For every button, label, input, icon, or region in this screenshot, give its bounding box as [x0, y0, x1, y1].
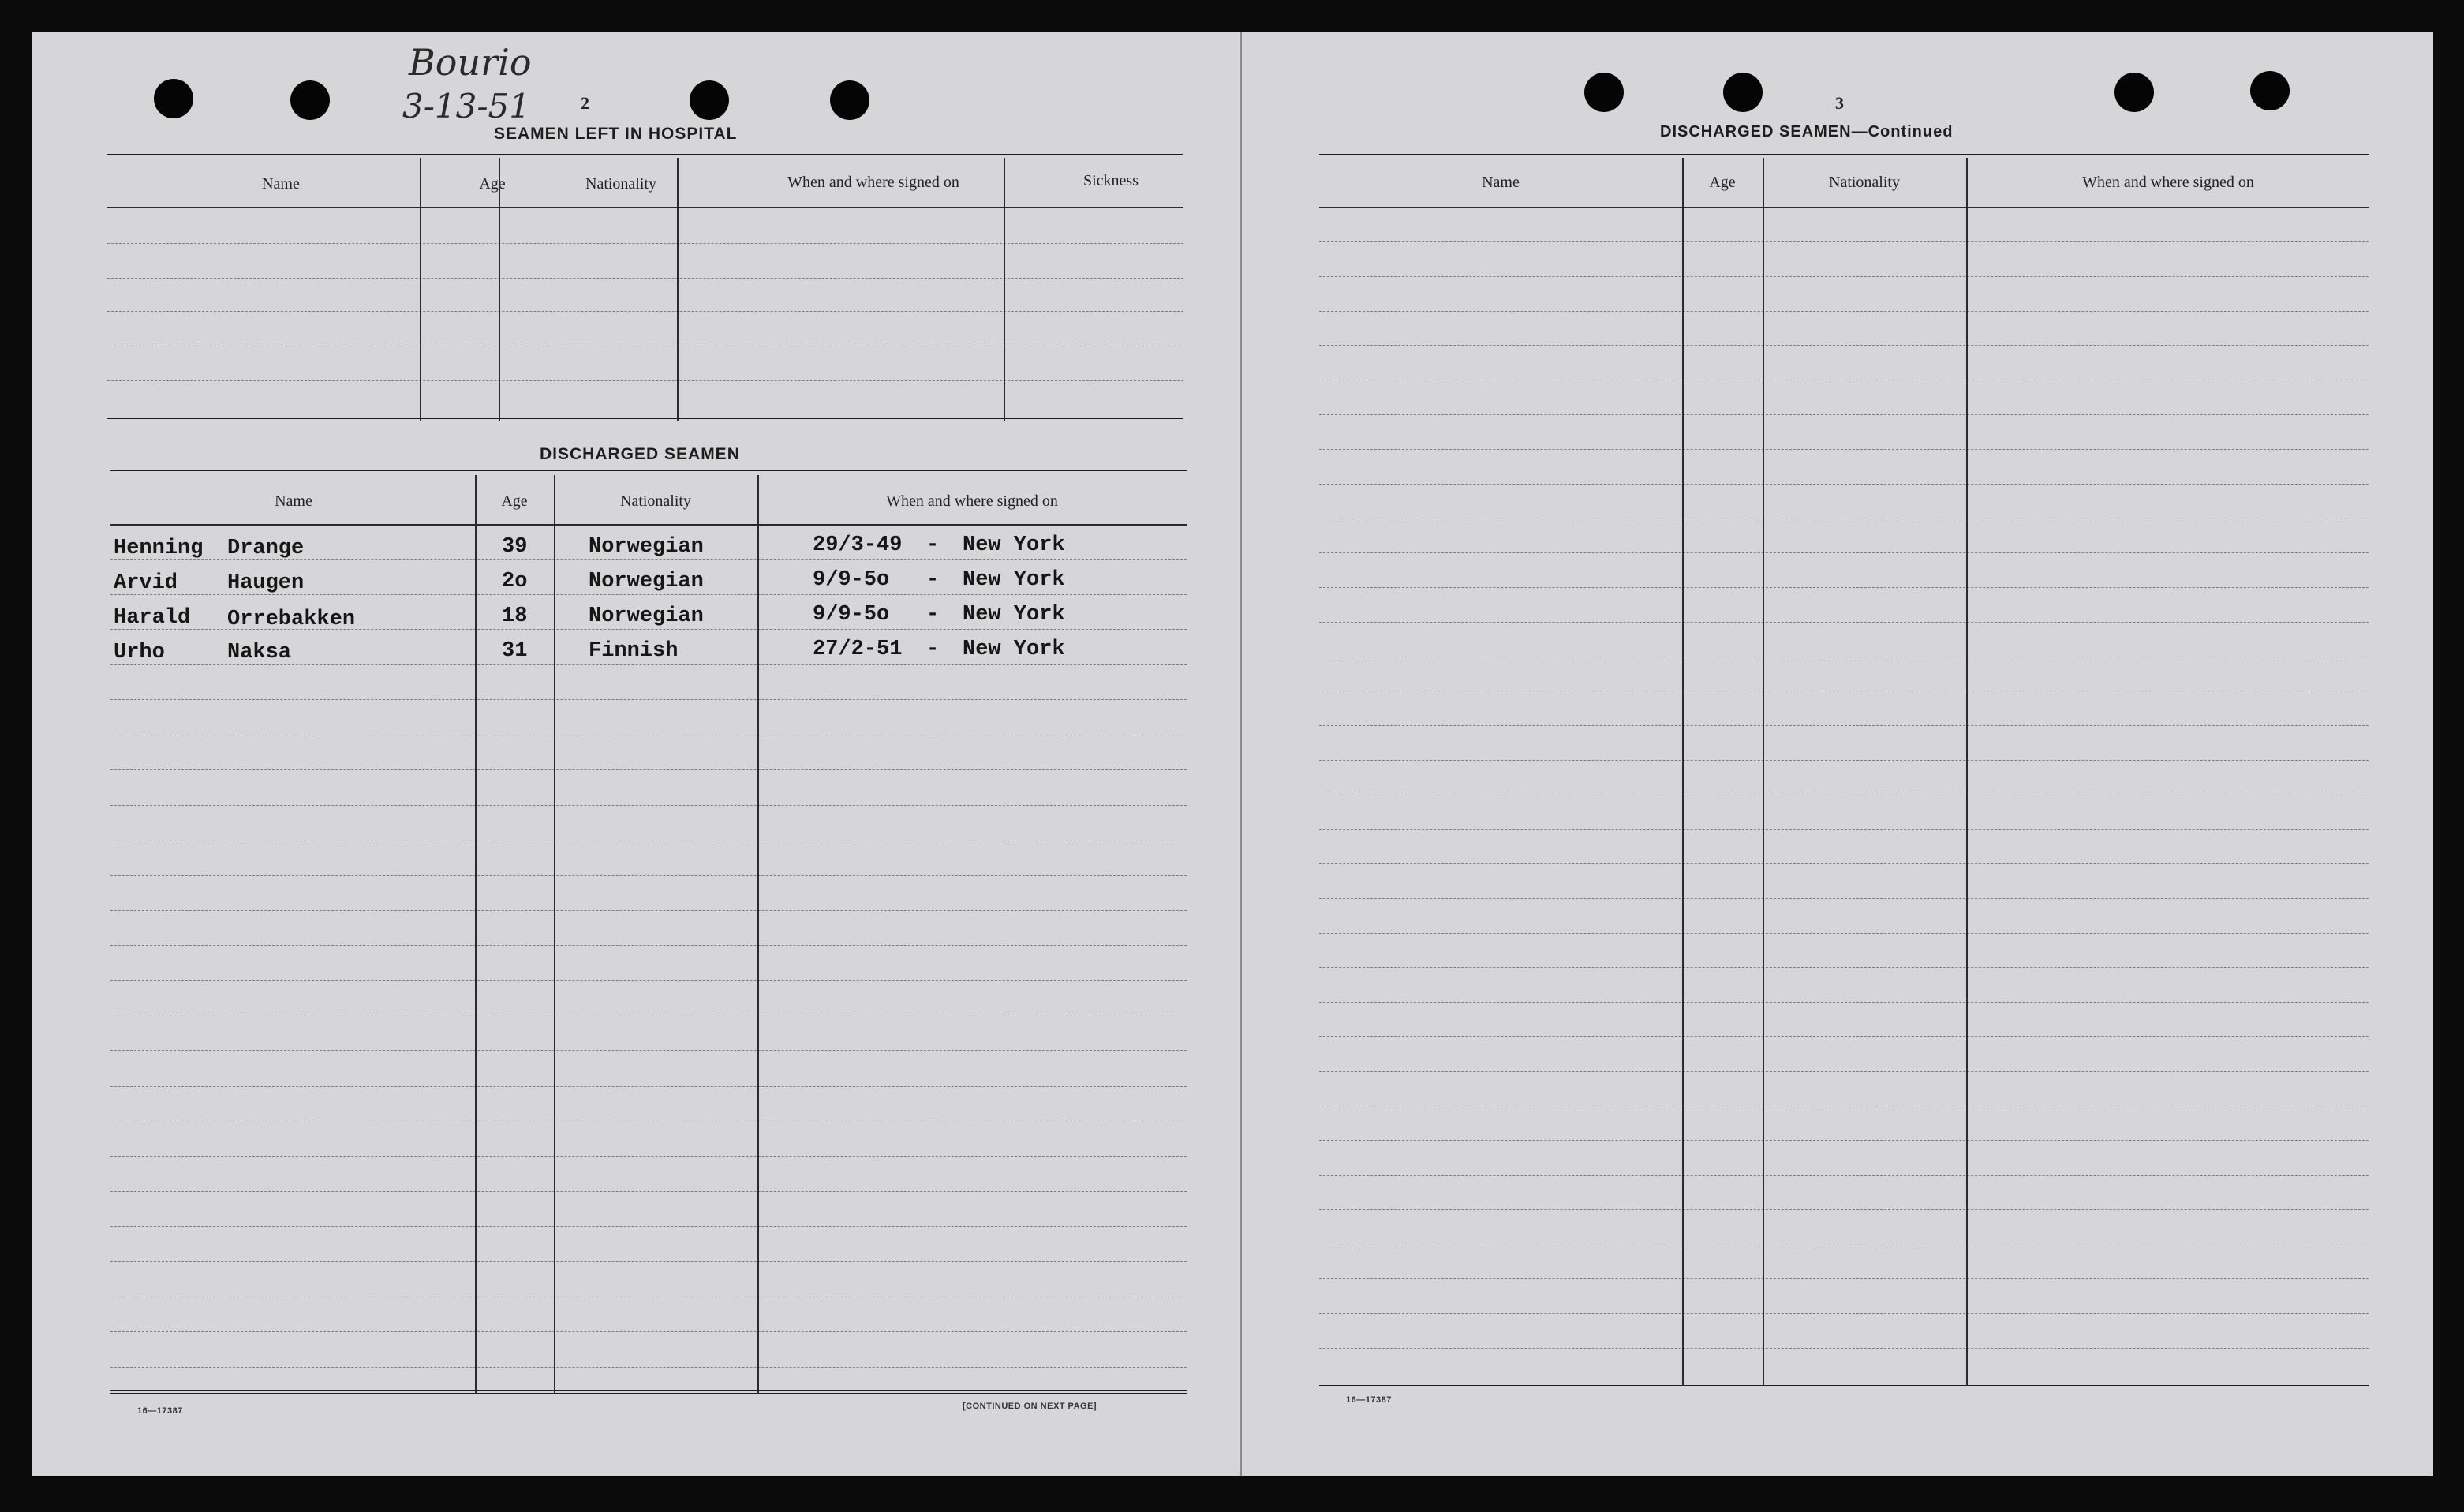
- row-rule: [1319, 829, 2369, 830]
- row-rule: [1319, 1002, 2369, 1003]
- column-divider: [1682, 158, 1684, 1386]
- header-rule: [110, 524, 1187, 526]
- hospital-section-title: SEAMEN LEFT IN HOSPITAL: [494, 125, 738, 143]
- row-rule: [1319, 1278, 2369, 1279]
- row-rule: [1319, 622, 2369, 623]
- column-divider: [1763, 158, 1764, 1386]
- first-name-cell: Harald: [114, 606, 191, 630]
- row-rule: [1319, 311, 2369, 312]
- column-divider: [475, 475, 477, 1394]
- column-header-name: Name: [262, 175, 300, 193]
- binder-hole: [2250, 71, 2290, 110]
- column-header-signed-on: When and where signed on: [2082, 174, 2254, 191]
- first-name-cell: Urho: [114, 641, 165, 664]
- row-rule: [1319, 345, 2369, 346]
- row-rule: [110, 1050, 1187, 1051]
- binder-hole: [1723, 73, 1763, 112]
- row-rule: [110, 945, 1187, 946]
- last-name-cell: Drange: [227, 537, 305, 560]
- column-divider: [554, 475, 555, 1394]
- row-rule: [110, 1191, 1187, 1192]
- form-number: 16—17387: [1346, 1395, 1392, 1405]
- row-rule: [1319, 725, 2369, 726]
- table-rule: [107, 152, 1183, 155]
- column-header-age: Age: [1709, 174, 1736, 191]
- page-number: 3: [1835, 93, 1844, 113]
- binder-hole: [290, 80, 330, 120]
- row-rule: [107, 311, 1183, 312]
- binder-hole: [690, 80, 729, 120]
- last-name-cell: Haugen: [227, 571, 305, 595]
- column-header-sickness: Sickness: [1083, 172, 1139, 189]
- nationality-cell: Norwegian: [589, 535, 704, 559]
- column-header-signed-on: When and where signed on: [886, 492, 1058, 510]
- row-rule: [1319, 1313, 2369, 1314]
- handwritten-name: Bourio: [409, 41, 532, 84]
- age-cell: 31: [502, 639, 528, 663]
- binder-hole: [154, 79, 193, 118]
- column-divider: [677, 158, 679, 421]
- first-name-cell: Henning: [114, 537, 204, 560]
- row-rule: [1319, 863, 2369, 864]
- place-cell: New York: [963, 533, 1065, 557]
- row-rule: [1319, 1209, 2369, 1210]
- column-header-nationality: Nationality: [585, 175, 656, 193]
- row-rule: [1319, 484, 2369, 485]
- row-rule: [1319, 552, 2369, 553]
- row-rule: [1319, 1140, 2369, 1141]
- nationality-cell: Norwegian: [589, 570, 704, 593]
- date-cell: 27/2-51: [813, 638, 903, 661]
- age-cell: 39: [502, 535, 528, 559]
- row-rule: [110, 699, 1187, 700]
- row-rule: [110, 1156, 1187, 1157]
- row-rule: [1319, 967, 2369, 968]
- row-rule: [110, 980, 1187, 981]
- last-name-cell: Orrebakken: [227, 608, 356, 631]
- row-rule: [110, 664, 1187, 665]
- row-rule: [110, 1226, 1187, 1227]
- place-cell: New York: [963, 568, 1065, 592]
- age-cell: 2o: [502, 570, 528, 593]
- table-rule: [107, 418, 1183, 421]
- row-rule: [110, 1261, 1187, 1262]
- separator-cell: -: [926, 638, 940, 661]
- column-header-age: Age: [479, 175, 506, 193]
- table-rule: [110, 470, 1187, 473]
- column-divider: [499, 158, 500, 421]
- row-rule: [110, 1331, 1187, 1332]
- separator-cell: -: [926, 568, 940, 592]
- row-rule: [110, 1086, 1187, 1087]
- last-name-cell: Naksa: [227, 641, 292, 664]
- row-rule: [1319, 587, 2369, 588]
- row-rule: [110, 805, 1187, 806]
- row-rule: [110, 559, 1187, 560]
- nationality-cell: Norwegian: [589, 604, 704, 628]
- row-rule: [1319, 414, 2369, 415]
- binder-hole: [830, 80, 869, 120]
- first-name-cell: Arvid: [114, 571, 178, 595]
- column-divider: [1004, 158, 1005, 421]
- table-rule: [110, 1390, 1187, 1394]
- row-rule: [1319, 1071, 2369, 1072]
- column-header-signed-on: When and where signed on: [787, 174, 959, 191]
- column-divider: [420, 158, 421, 421]
- row-rule: [110, 769, 1187, 770]
- place-cell: New York: [963, 638, 1065, 661]
- row-rule: [107, 243, 1183, 244]
- date-cell: 9/9-5o: [813, 603, 890, 627]
- handwritten-date: 3-13-51: [402, 87, 530, 125]
- row-rule: [110, 1367, 1187, 1368]
- binder-hole: [1584, 73, 1624, 112]
- row-rule: [110, 629, 1187, 630]
- discharged-continued-title: DISCHARGED SEAMEN—Continued: [1660, 123, 1954, 140]
- column-header-nationality: Nationality: [1829, 174, 1900, 191]
- row-rule: [110, 875, 1187, 876]
- row-rule: [1319, 241, 2369, 242]
- header-rule: [107, 207, 1183, 208]
- row-rule: [110, 910, 1187, 911]
- right-page: [1240, 32, 2433, 1476]
- column-header-name: Name: [1482, 174, 1520, 191]
- row-rule: [1319, 898, 2369, 899]
- row-rule: [1319, 1036, 2369, 1037]
- age-cell: 18: [502, 604, 528, 628]
- column-header-nationality: Nationality: [620, 492, 691, 510]
- page-number: 2: [581, 93, 589, 113]
- continued-note: [CONTINUED ON NEXT PAGE]: [963, 1402, 1097, 1411]
- row-rule: [1319, 1348, 2369, 1349]
- table-rule: [1319, 1383, 2369, 1386]
- row-rule: [1319, 760, 2369, 761]
- date-cell: 9/9-5o: [813, 568, 890, 592]
- binder-hole: [2114, 73, 2154, 112]
- nationality-cell: Finnish: [589, 639, 679, 663]
- row-rule: [1319, 449, 2369, 450]
- column-header-name: Name: [275, 492, 312, 510]
- separator-cell: -: [926, 533, 940, 557]
- row-rule: [107, 278, 1183, 279]
- column-header-age: Age: [501, 492, 528, 510]
- place-cell: New York: [963, 603, 1065, 627]
- column-divider: [1966, 158, 1968, 1386]
- row-rule: [1319, 276, 2369, 277]
- discharged-section-title: DISCHARGED SEAMEN: [540, 445, 740, 463]
- separator-cell: -: [926, 603, 940, 627]
- left-page: [32, 32, 1240, 1476]
- header-rule: [1319, 207, 2369, 208]
- table-rule: [1319, 152, 2369, 155]
- row-rule: [1319, 1175, 2369, 1176]
- column-divider: [757, 475, 759, 1394]
- form-number: 16—17387: [137, 1406, 183, 1416]
- row-rule: [110, 594, 1187, 595]
- row-rule: [1319, 933, 2369, 934]
- row-rule: [107, 380, 1183, 381]
- date-cell: 29/3-49: [813, 533, 903, 557]
